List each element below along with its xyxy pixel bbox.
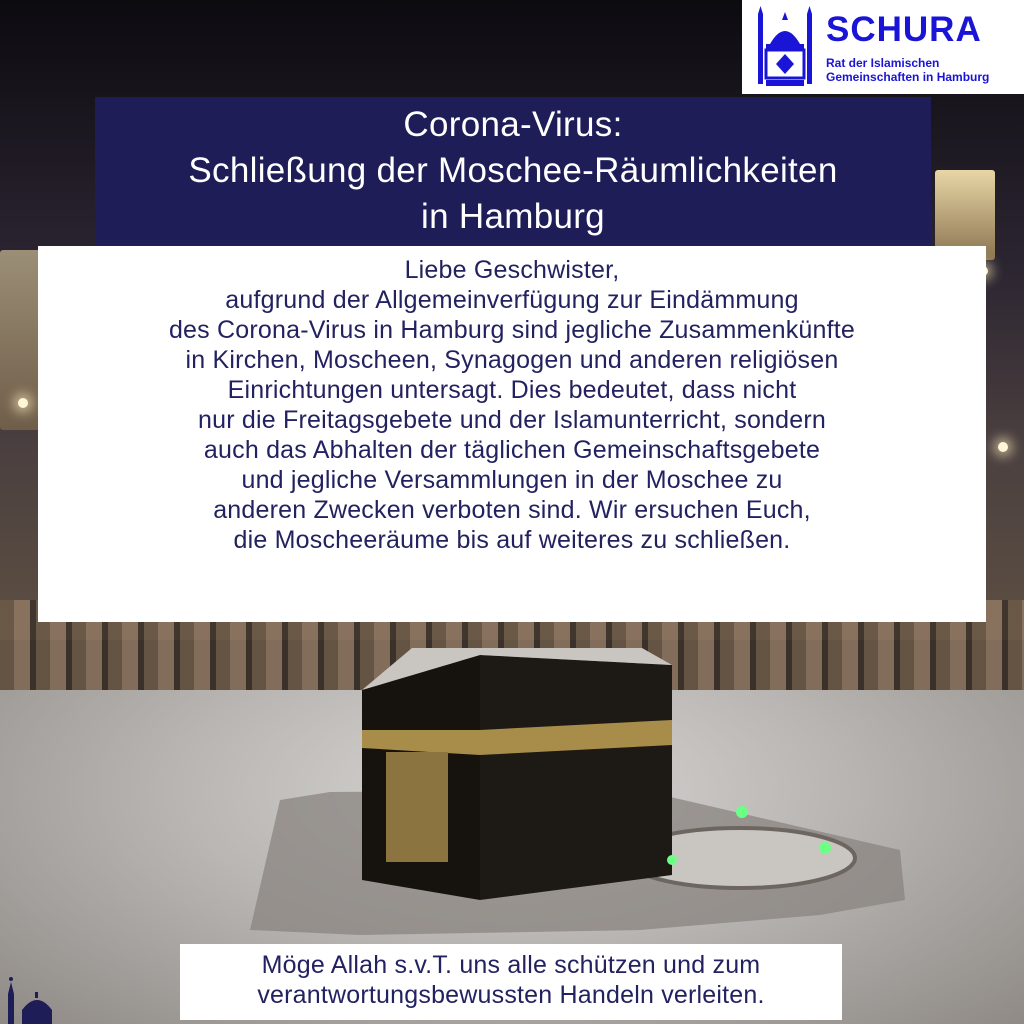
- title-line: Corona-Virus:: [403, 105, 623, 144]
- green-lamp: [667, 855, 677, 865]
- logo-subtitle-line: Rat der Islamischen: [826, 56, 940, 70]
- mosque-silhouette-icon: [4, 970, 64, 1024]
- body-line: des Corona-Virus in Hamburg sind jegliche Zusammenkünfte: [168, 316, 856, 344]
- body-line: Liebe Geschwister,: [404, 256, 620, 284]
- green-lamp: [736, 806, 748, 818]
- title-banner: [95, 97, 931, 245]
- kaaba-side: [480, 655, 672, 900]
- body-line: auch das Abhalten der täglichen Gemeinschaftsgebete: [203, 436, 821, 464]
- schura-logo: [742, 0, 1024, 94]
- body-line: nur die Freitagsgebete und der Islamunterricht, sondern: [197, 406, 827, 434]
- green-lamp: [819, 842, 831, 854]
- kaaba-door: [386, 752, 448, 862]
- announcement-text: [38, 246, 986, 622]
- body-line: aufgrund der Allgemeinverfügung zur Eindämmung: [225, 286, 799, 314]
- closing-prayer: [180, 944, 842, 1020]
- logo-name: SCHURA: [826, 10, 982, 49]
- body-line: in Kirchen, Moscheen, Synagogen und anderen religiösen: [185, 346, 839, 374]
- title-line: Schließung der Moschee-Räumlichkeiten: [188, 151, 838, 190]
- footer-line: verantwortungsbewussten Handeln verleiten.: [257, 981, 765, 1009]
- body-line: anderen Zwecken verboten sind. Wir ersuchen Euch,: [213, 496, 811, 524]
- body-line: die Moscheeräume bis auf weiteres zu schließen.: [233, 526, 791, 554]
- body-line: und jegliche Versammlungen in der Moschee zu: [241, 466, 783, 494]
- title-line: in Hamburg: [421, 197, 605, 236]
- body-line: Einrichtungen untersagt. Dies bedeutet, dass nicht: [227, 376, 797, 404]
- footer-line: Möge Allah s.v.T. uns alle schützen und zum: [261, 951, 761, 979]
- mosque-icon: [752, 4, 818, 90]
- logo-subtitle-line: Gemeinschaften in Hamburg: [826, 70, 990, 84]
- logo-subtitle: [826, 56, 989, 84]
